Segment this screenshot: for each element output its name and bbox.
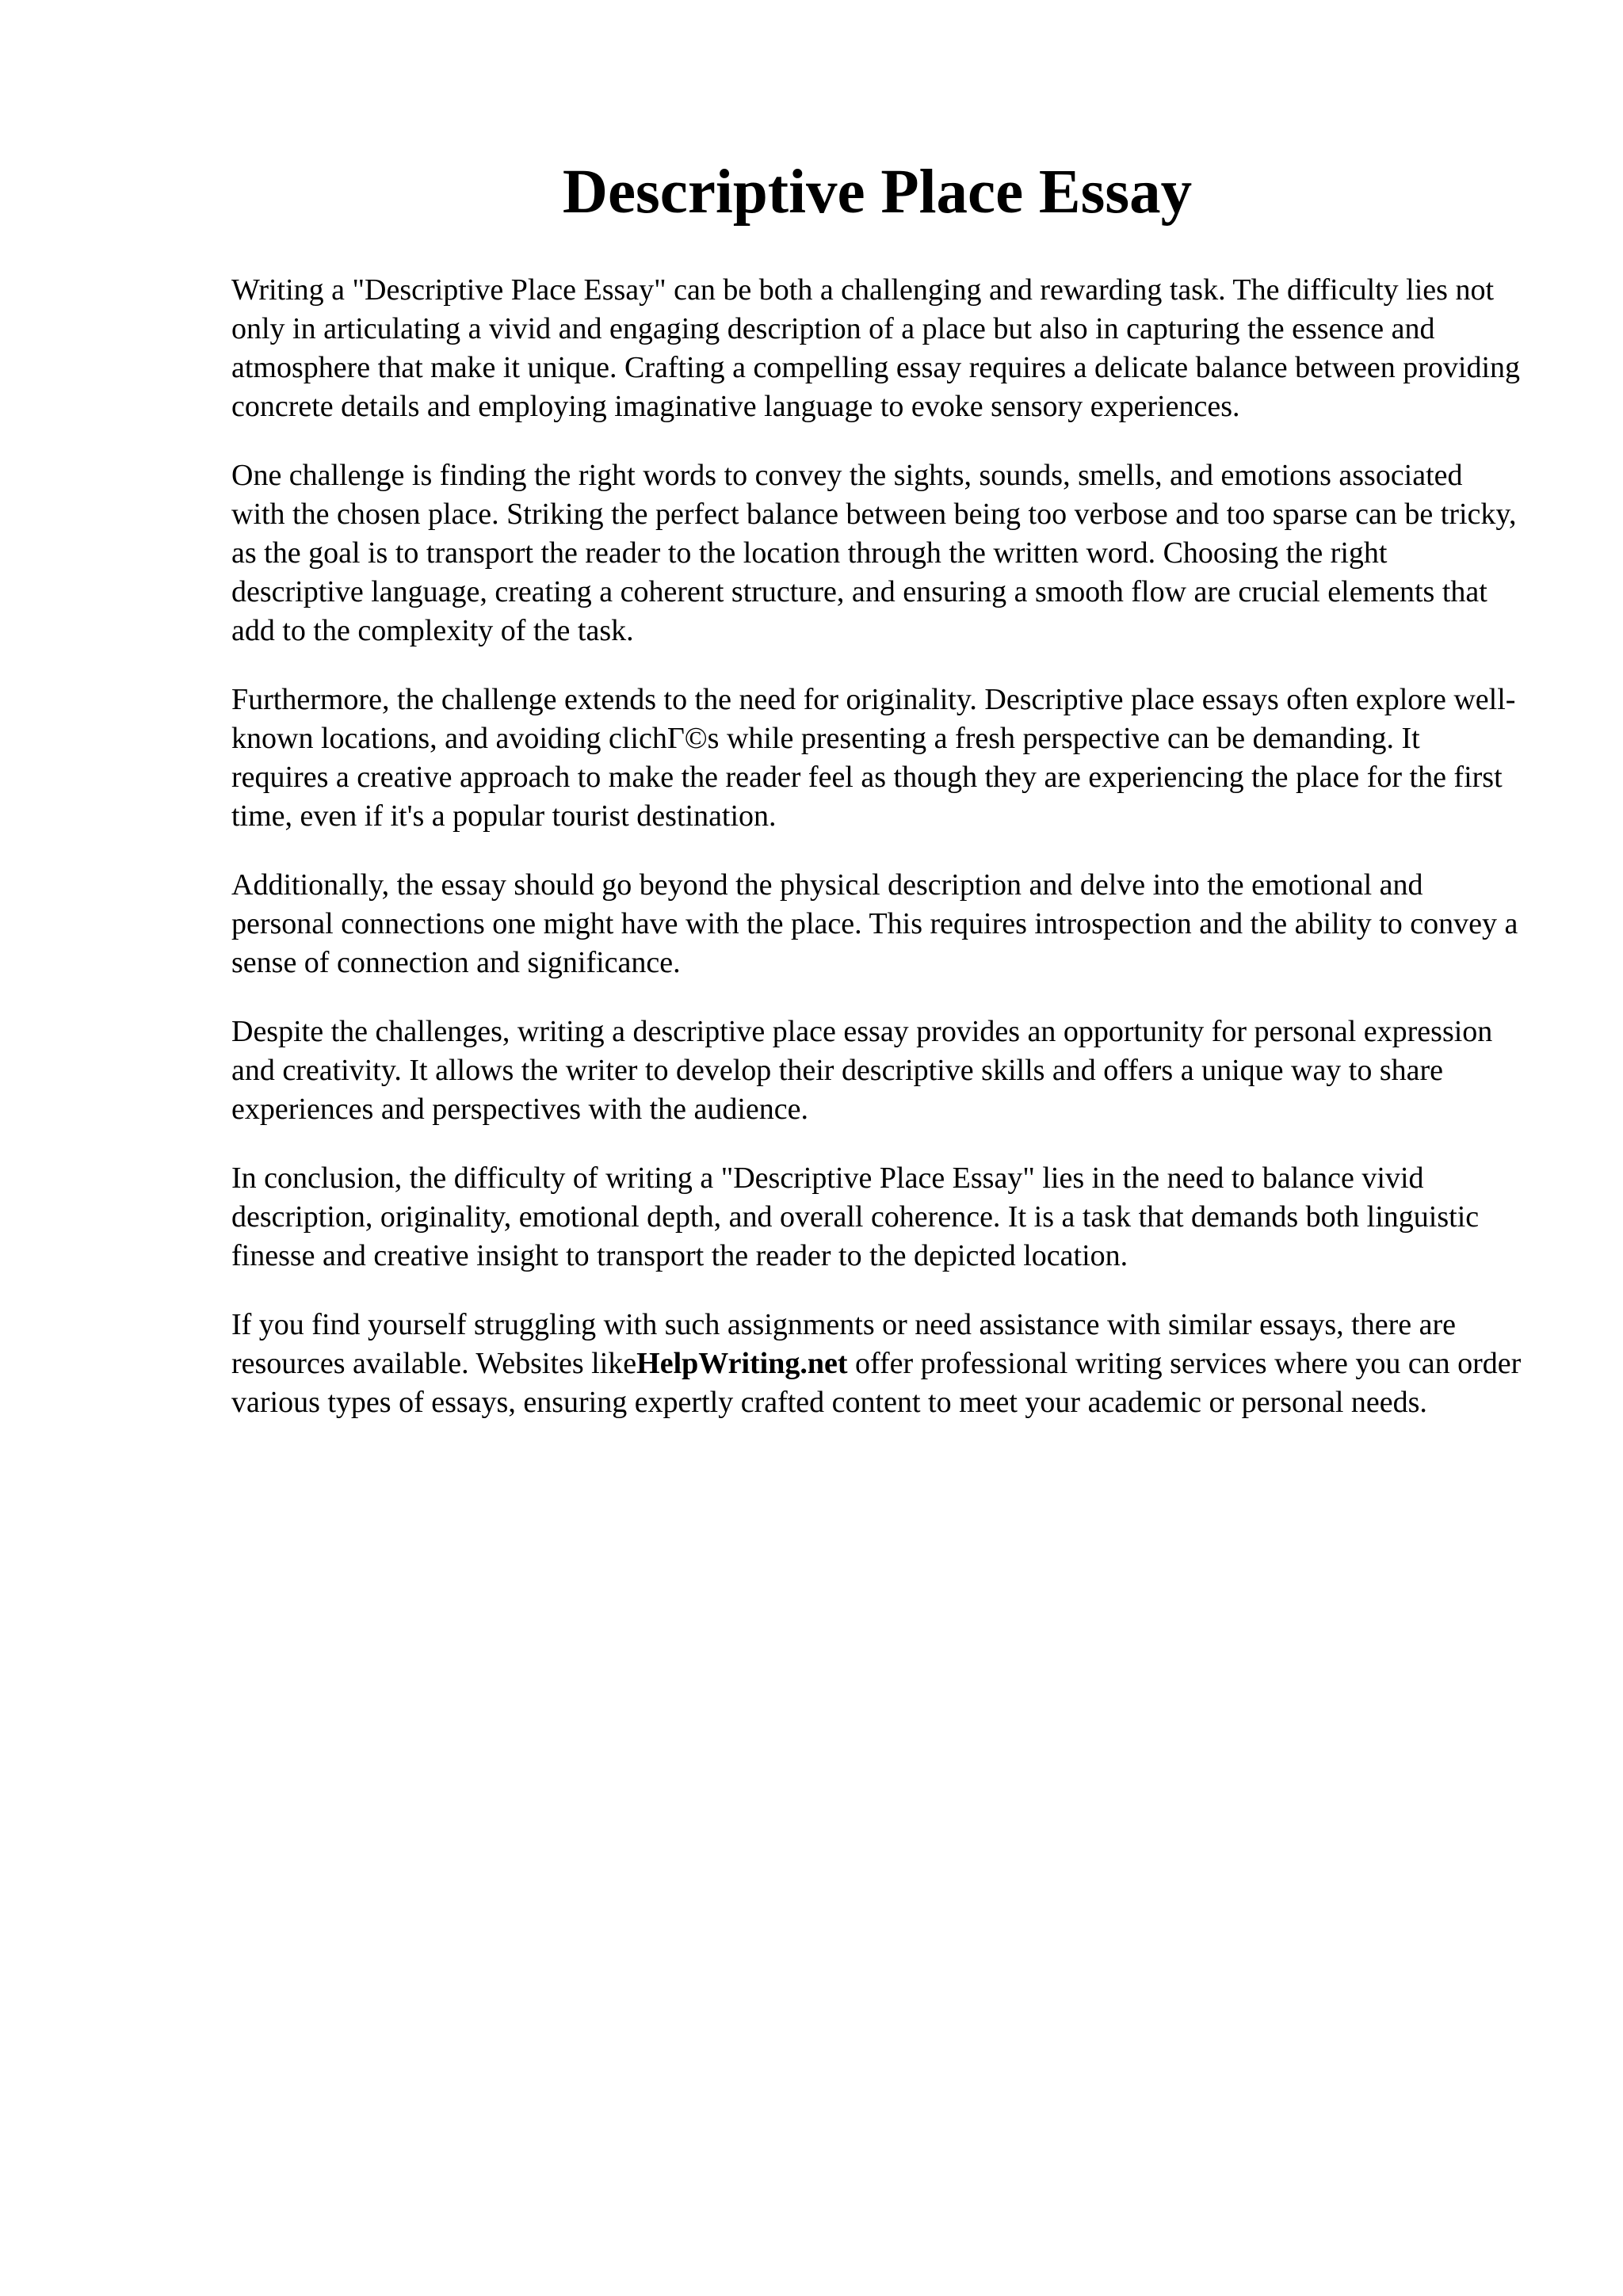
- resources-text-before: If you find yourself struggling with such assignments or need assistance with similar essays, there are resources available. Websites like: [231, 1308, 1456, 1380]
- paragraph-opportunity: Despite the challenges, writing a descriptive place essay provides an opportunity for personal expression and creativity. It allows the writer to develop their descriptive skills and offers a unique way to share experiences and perspectives with the audience.: [231, 1015, 1493, 1126]
- paragraph-intro: Writing a "Descriptive Place Essay" can be both a challenging and rewarding task. The difficulty lies not only in articulating a vivid and engaging description of a place but also in capturing the essence and atmosphere that make it unique. Crafting a compelling essay requires a delicate balance between providing concrete details and employing imaginative language to evoke sensory experiences.: [231, 273, 1521, 423]
- resources-text-after: offer professional writing services where you can order various types of essays, ensuring expertly crafted content to meet your academic or personal needs.: [231, 1347, 1522, 1419]
- helpwriting-brand: HelpWriting.net: [636, 1347, 848, 1380]
- paragraph-word-choice: One challenge is finding the right words to convey the sights, sounds, smells, and emotions associated with the chosen place. Striking the perfect balance between being too verbose and too sparse can be tricky, as the goal is to transport the reader to the location through the written word. Choosing the right descriptive language, creating a coherent structure, and ensuring a smooth flow are crucial elements that add to the complexity of the task.: [231, 459, 1517, 647]
- document-content: [231, 149, 1523, 1452]
- paragraph-conclusion: In conclusion, the difficulty of writing a "Descriptive Place Essay" lies in the need to balance vivid description, originality, emotional depth, and overall coherence. It is a task that demands both linguistic finesse and creative insight to transport the reader to the depicted location.: [231, 1161, 1480, 1272]
- document-title: Descriptive Place Essay: [562, 158, 1193, 227]
- paragraph-emotional-connection: Additionally, the essay should go beyond the physical description and delve into the emotional and personal connections one might have with the place. This requires introspection and the ability to convey a sense of connection and significance.: [231, 868, 1518, 979]
- paragraph-resources: [231, 1306, 1523, 1422]
- paragraph-originality: Furthermore, the challenge extends to the need for originality. Descriptive place essays often explore well-known locations, and avoiding clichГ©s while presenting a fresh perspective can be demanding. It requires a creative approach to make the reader feel as though they are experiencing the place for the first time, even if it's a popular tourist destination.: [231, 683, 1516, 833]
